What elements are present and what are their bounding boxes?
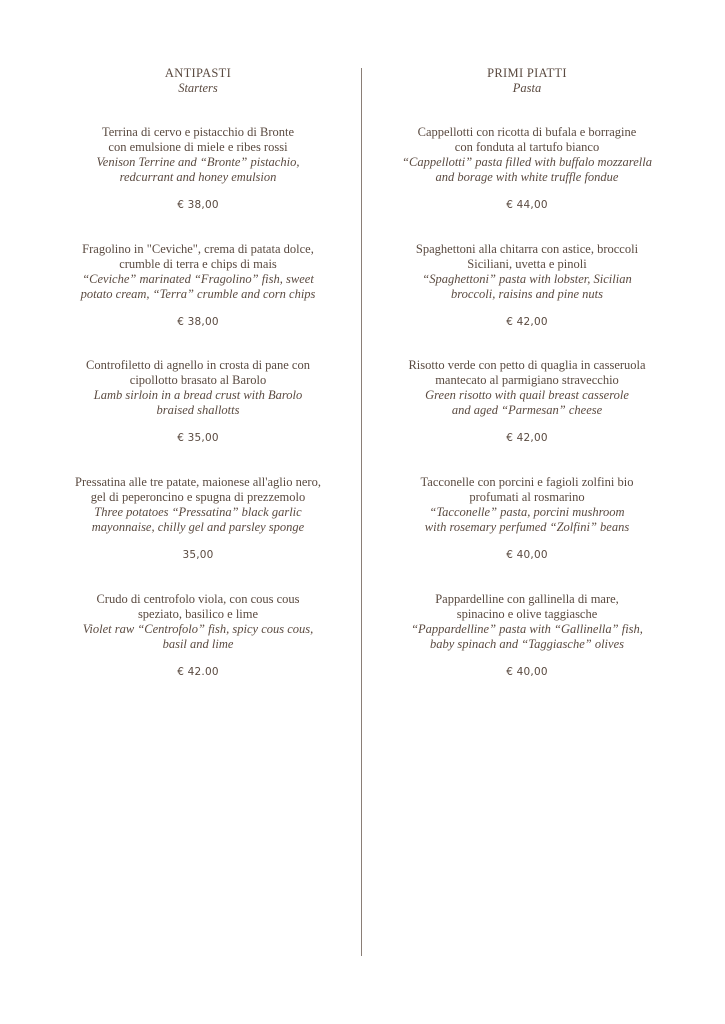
- dish-name-english: Violet raw “Centrofolo” fish, spicy cous cous, basil and lime: [82, 622, 314, 651]
- dish-name-italian: Cappellotti con ricotta di bufala e borragine con fonduta al tartufo bianco: [417, 125, 637, 154]
- menu-item: [48, 125, 348, 211]
- menu-item: [48, 358, 348, 444]
- dish-name-italian: Pressatina alle tre patate, maionese all'aglio nero, gel di peperoncino e spugna di prezzemolo: [75, 475, 321, 504]
- menu-item: [377, 125, 677, 211]
- dish-price: € 42,00: [506, 316, 548, 328]
- dish-name-italian: Controfiletto di agnello in crosta di pane con cipollotto brasato al Barolo: [86, 358, 310, 387]
- section-subtitle: Starters: [178, 81, 218, 95]
- dish-name-english: “Tacconelle” pasta, porcini mushroom with rosemary perfumed “Zolfini” beans: [424, 505, 630, 534]
- dish-name-english: “Ceviche” marinated “Fragolino” fish, sweet potato cream, “Terra” crumble and corn chips: [80, 272, 316, 301]
- dish-price: € 38,00: [177, 199, 219, 211]
- dish-name-italian: Risotto verde con petto di quaglia in casseruola mantecato al parmigiano stravecchio: [408, 358, 646, 387]
- menu-item: [48, 242, 348, 328]
- menu-item: [48, 475, 348, 561]
- dish-name-english: Lamb sirloin in a bread crust with Barolo braised shallotts: [93, 388, 303, 417]
- section-title: ANTIPASTI: [164, 66, 232, 80]
- column-divider: [361, 68, 362, 956]
- dish-name-italian: Terrina di cervo e pistacchio di Bronte con emulsione di miele e ribes rossi: [101, 125, 295, 154]
- primi-piatti-column: [377, 66, 677, 678]
- dish-price: € 40,00: [506, 549, 548, 561]
- dish-name-english: “Cappellotti” pasta filled with buffalo mozzarella and borage with white truffle fondue: [402, 155, 652, 184]
- section-subtitle: Pasta: [512, 81, 542, 95]
- dish-price: 35,00: [182, 549, 214, 561]
- dish-name-italian: Fragolino in "Ceviche", crema di patata dolce, crumble di terra e chips di mais: [82, 242, 314, 271]
- section-title: PRIMI PIATTI: [487, 66, 567, 80]
- menu-item: [377, 592, 677, 678]
- dish-name-english: “Pappardelline” pasta with “Gallinella” fish, baby spinach and “Taggiasche” olives: [411, 622, 643, 651]
- dish-name-english: “Spaghettoni” pasta with lobster, Sicilian broccoli, raisins and pine nuts: [422, 272, 632, 301]
- dish-price: € 35,00: [177, 432, 219, 444]
- dish-name-english: Green risotto with quail breast casserole and aged “Parmesan” cheese: [425, 388, 629, 417]
- dish-name-italian: Spaghettoni alla chitarra con astice, broccoli Siciliani, uvetta e pinoli: [415, 242, 639, 271]
- dish-price: € 42,00: [506, 432, 548, 444]
- dish-price: € 44,00: [506, 199, 548, 211]
- dish-name-italian: Tacconelle con porcini e fagioli zolfini bio profumati al rosmarino: [420, 475, 634, 504]
- dish-name-english: Venison Terrine and “Bronte” pistachio, redcurrant and honey emulsion: [96, 155, 300, 184]
- dish-name-english: Three potatoes “Pressatina” black garlic mayonnaise, chilly gel and parsley sponge: [91, 505, 305, 534]
- menu-item: [377, 242, 677, 328]
- dish-name-italian: Pappardelline con gallinella di mare, spinacino e olive taggiasche: [435, 592, 619, 621]
- menu-item: [48, 592, 348, 678]
- dish-name-italian: Crudo di centrofolo viola, con cous cous speziato, basilico e lime: [96, 592, 300, 621]
- dish-price: € 42.00: [177, 666, 219, 678]
- menu-item: [377, 358, 677, 444]
- dish-price: € 40,00: [506, 666, 548, 678]
- menu-item: [377, 475, 677, 561]
- antipasti-column: [48, 66, 348, 678]
- dish-price: € 38,00: [177, 316, 219, 328]
